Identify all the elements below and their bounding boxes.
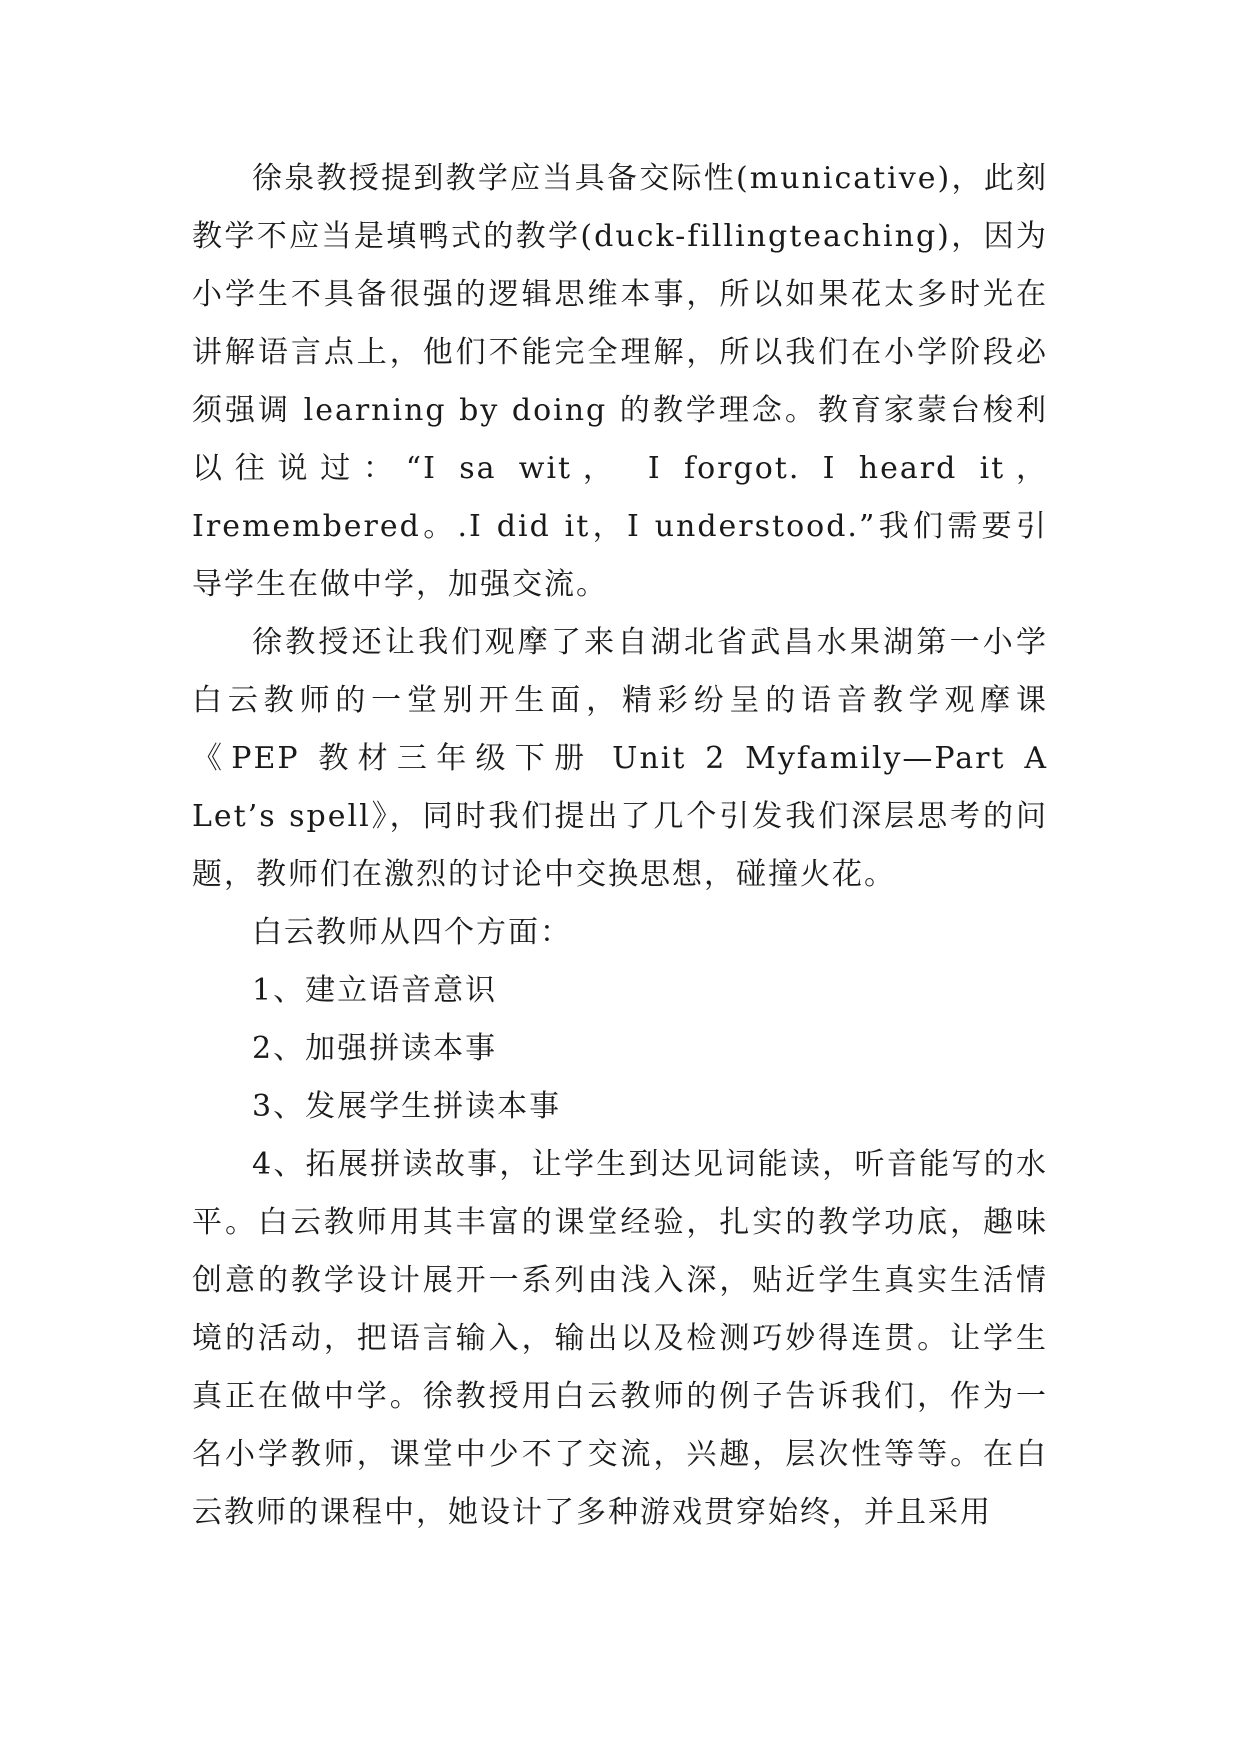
paragraph-four-aspects-intro: 白云教师从四个方面： <box>252 915 572 950</box>
paragraph-observation-lesson: 徐教授还让我们观摩了来自湖北省武昌水果湖第一小学白云教师的一堂别开生面，精彩纷呈的语音教学观摩课《PEP 教材三年级下册 Unit 2 Myfamily—Part A Let’s spell》，同时我们提出了几个引发我们深层思考的问题，教师们在激烈的讨论中交换思想，碰撞火花。 <box>192 625 1048 892</box>
document-page <box>192 150 1048 1542</box>
paragraph-communicative-teaching: 徐泉教授提到教学应当具备交际性(municative)，此刻教学不应当是填鸭式的教学(duck-fillingteaching)，因为小学生不具备很强的逻辑思维本事，所以如果花太多时光在讲解语言点上，他们不能完全理解，所以我们在小学阶段必须强调 learning by doing 的教学理念。教育家蒙台梭利以往说过：“I sa wit， I forgot. I heard it， Iremembered。.I did it，I understood.”我们需要引导学生在做中学，加强交流。 <box>192 161 1048 602</box>
list-item-3: 3、发展学生拼读本事 <box>252 1089 562 1124</box>
list-item-2: 2、加强拼读本事 <box>252 1031 498 1066</box>
paragraph-closing: 4、拓展拼读故事，让学生到达见词能读，听音能写的水平。白云教师用其丰富的课堂经验，扎实的教学功底，趣味创意的教学设计展开一系列由浅入深，贴近学生真实生活情境的活动，把语言输入，输出以及检测巧妙得连贯。让学生真正在做中学。徐教授用白云教师的例子告诉我们，作为一名小学教师，课堂中少不了交流，兴趣，层次性等等。在白云教师的课程中，她设计了多种游戏贯穿始终，并且采用 <box>192 1147 1048 1530</box>
list-item-1: 1、建立语音意识 <box>252 973 498 1008</box>
